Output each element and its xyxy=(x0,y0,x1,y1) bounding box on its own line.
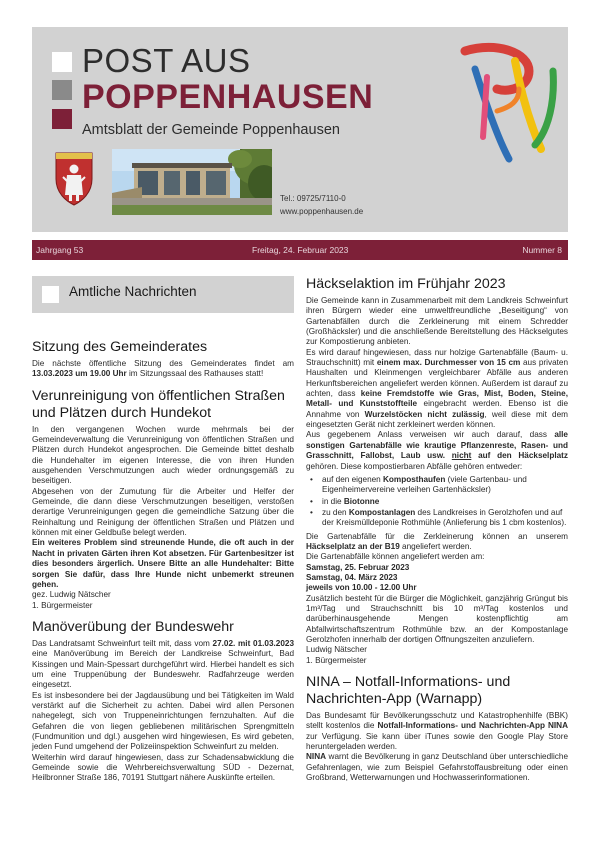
article-title-hundekot: Verunreinigung von öffentlichen Straßen und Plätzen durch Hundekot xyxy=(32,387,285,421)
white-square-decoration xyxy=(42,286,59,303)
list-item: • in die Biotonne xyxy=(306,497,568,507)
article-paragraph: Das Bundesamt für Bevölkerungsschutz und Katastrophenhilfe (BBK) stellt kostenlos die Notfall-Informations- und Nachrichten-App NINA zur Verfügung. Sie kann über iTunes sowie den Google Play Store heruntergeladen werden. xyxy=(306,711,568,752)
time-line: jeweils von 10.00 - 12.00 Uhr xyxy=(306,583,417,593)
signature-role: 1. Bürgermeister xyxy=(32,600,93,610)
issue-number: Nummer 8 xyxy=(522,245,562,255)
masthead-title-line2: POPPENHAUSEN xyxy=(82,78,374,116)
article-paragraph: Abgesehen von der Zumutung für die Arbeiter und Helfer der Gemeinde, die dann diese Verschmutzungen beseitigen, verstoßen derartige Verunreinigungen gegen die gemeindliche Satzung über die Reinhaltung und Reinigung der öffentlichen Straßen und Plätzen und können mit einer Geldbuße belegt werden. xyxy=(32,486,294,538)
list-item: • zu den Kompostanlagen des Landkreises in Gerolzhofen und auf der Kreismülldeponie Rothmühle (Anlieferung bis 1 cbm kostenlos). xyxy=(306,508,568,529)
issue-bar xyxy=(32,240,568,260)
right-column xyxy=(306,276,568,783)
section-title: Amtliche Nachrichten xyxy=(69,284,197,299)
coat-of-arms-icon xyxy=(50,147,98,207)
article-paragraph: Weiterhin wird darauf hingewiesen, dass zur Schadensabwicklung die Gemeinde sowie die Wehrbereichsverwaltung SÜD - Dezernat, Heilbronner Straße 186, 70191 Stuttgart nähere Auskünfte erteilen. xyxy=(32,752,294,783)
signature-name: gez. Ludwig Nätscher xyxy=(32,590,111,600)
telephone-number: Tel.: 09725/7110-0 xyxy=(280,194,346,203)
article-paragraph: Die nächste öffentliche Sitzung des Gemeinderates findet am 13.03.2023 um 19.00 Uhr im Sitzungssaal des Rathauses statt! xyxy=(32,359,294,379)
article-title-nina: NINA – Notfall-Informations- und Nachrichten-App (Warnapp) xyxy=(306,674,511,708)
article-paragraph: Aus gegebenem Anlass verweisen wir auch darauf, dass alle sonstigen Gartenabfälle wie krautige Pflanzenreste, Rasen- und Grasschnitt, Fallobst, Laub usw. nicht auf den Häckselplatz gehören. Diese kompostierbaren Abfälle gehören entweder: xyxy=(306,430,568,471)
article-paragraph-bold: Ein weiteres Problem sind streunende Hunde, die oft auch in der Nacht in privaten Gärten ihren Kot absetzen. Für Gartenbesitzer ist dies besonders ärgerlich. Unsere Bitte an alle Hundehalter: Bitte sorgen Sie dafür, dass Ihre Hunde nicht unbemerkt streunen gehen. xyxy=(32,538,294,589)
article-title-bundeswehr: Manöverübung der Bundeswehr xyxy=(32,618,234,635)
website-url[interactable]: www.poppenhausen.de xyxy=(280,207,364,216)
signature-name: Ludwig Nätscher xyxy=(306,645,367,655)
signature-role: 1. Bürgermeister xyxy=(306,655,367,665)
town-hall-photo xyxy=(112,149,272,215)
article-paragraph: Die Gartenabfälle für die Zerkleinerung können an unserem Häckselplatz an der B19 angeliefert werden. xyxy=(306,531,568,551)
white-square-decoration xyxy=(52,52,72,72)
issue-date: Freitag, 24. Februar 2023 xyxy=(252,245,349,255)
article-paragraph: Zusätzlich besteht für die Bürger die Möglichkeit, ganzjährig Grüngut bis 1m³/Tag und Strauchschnitt bis 10 m³/Tag kostenlos und darüberhinausgehende Mengen kostenpflichtig am Abfallwirtschaftszentrum Rothmühle bzw. an der Kompostanlage Gerolzhofen innerhalb der dortigen Öffnungszeiten anzuliefern. xyxy=(306,593,568,644)
left-column xyxy=(32,276,294,784)
article-title-gemeinderat: Sitzung des Gemeinderates xyxy=(32,339,208,355)
article-paragraph: Es wird darauf hingewiesen, dass nur holzige Gartenabfälle (Baum- u. Strauchschnitt) mit einem max. Durchmesser von 15 cm aus privaten Haushalten und Kleinmengen vergleichbarer Abfälle aus anderen Herkunftsbereichen angeliefert werden können. Außerdem ist darauf zu achten, dass keine Fremdstoffe wie Gras, Mist, Boden, Steine, Metall- und Kunststoffteile eingebracht werden. Ebenso ist die Annahme von Wurzelstöcken nicht zulässig, weil diese mit dem eingesetzten Gerät nicht zerkleinert werden können. xyxy=(306,347,568,430)
article-paragraph: Es ist insbesondere bei der Jagdausübung und bei Tätigkeiten im Wald verstärkt auf die Sicherheit zu achten. Dabei wird allen Personen nahegelegt, sich von Truppeneinrichtungen fernzuhalten. Auf die Gefahren die von liegen gebliebenen militärischen Sprengmitteln (Fundmunition und dgl.) ausgehen wird hingewiesen, Es wird gebeten, jeden Fund umgehend der Polizeiinspektion Schweinfurt zu melden. xyxy=(32,690,294,752)
red-square-decoration xyxy=(52,109,72,129)
gray-square-decoration xyxy=(52,80,72,100)
article-paragraph: Die Gartenabfälle können angeliefert werden am: xyxy=(306,552,485,562)
article-paragraph: Das Landratsamt Schweinfurt teilt mit, dass vom 27.02. mit 01.03.2023 eine Manöverübung im Bereich der Landkreise Schweinfurt, Bad Kissingen und Main-Spessart durchgeführt wird. Hierbei handelt es sich um eine Truppenübung der Bundeswehr. Radfahrzeuge werden eingesetzt. xyxy=(32,638,294,690)
list-item: • auf den eigenen Komposthaufen (viele Gartenbau- und Eigenheimervereine verleihen Gartenhäcksler) xyxy=(306,475,568,496)
bullet-list xyxy=(306,475,568,529)
masthead-title-line1: POST AUS xyxy=(82,42,251,79)
article-paragraph: NINA warnt die Bevölkerung in ganz Deutschland über unterschiedliche Gefahrenlagen, wie zum Beispiel Gefahrstoffausbreitung oder einen Großbrand, Wetterwarnungen und Hochwasserinformationen. xyxy=(306,752,568,783)
issue-volume: Jahrgang 53 xyxy=(36,245,84,255)
masthead-subtitle: Amtsblatt der Gemeinde Poppenhausen xyxy=(82,122,340,138)
article-title-haeckselaktion: Häckselaktion im Frühjahr 2023 xyxy=(306,276,506,292)
article-paragraph: In den vergangenen Wochen wurde mehrmals bei der Gemeindeverwaltung die Verunreinigung von öffentlichen Straßen und Plätzen durch Hundekot angesprochen. Die Gemeinde bittet deshalb die Hundehalter im eigenen Interesse, die von ihren Hunden ausgehenden Verschmutzungen auch wieder ordnungsgemäß zu beseitigen. xyxy=(32,424,294,486)
masthead xyxy=(32,27,568,232)
article-paragraph: Die Gemeinde kann in Zusammenarbeit mit dem Landkreis Schweinfurt ihren Bürgern wieder eine umweltfreundliche „Beseitigung“ von Gartenabfällen durch die Zerkleinerung mit einem Schredder (Großhäcksler) und die anschließende Bereitstellung des Häckselgutes zur Kompostierung anbieten. xyxy=(306,296,568,347)
section-header xyxy=(32,276,294,313)
date-line: Samstag, 04. März 2023 xyxy=(306,572,398,582)
date-line: Samstag, 25. Februar 2023 xyxy=(306,562,410,572)
colored-letters-logo xyxy=(457,41,567,166)
